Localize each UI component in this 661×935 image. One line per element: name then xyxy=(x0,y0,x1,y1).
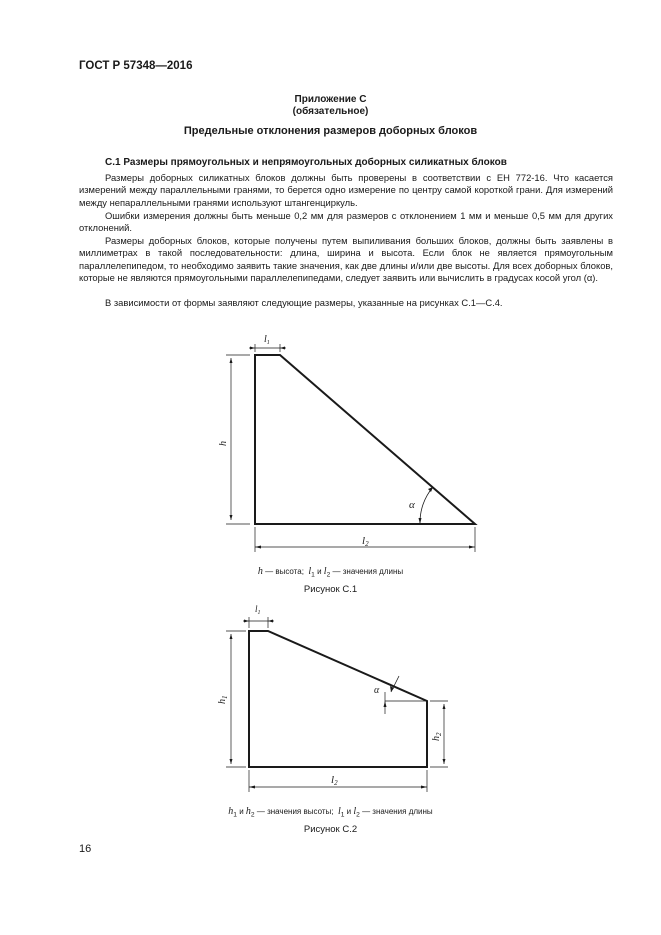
figure-c2-caption: Рисунок С.2 xyxy=(303,824,358,835)
fig1-label-l1: $l_1$ xyxy=(264,334,270,346)
figure-c1-legend: h — высота; $l_1$ и $l_2$ — значения длины xyxy=(257,566,404,579)
section-title: Предельные отклонения размеров доборных блоков xyxy=(183,125,478,137)
fig1-label-h: h xyxy=(218,441,229,446)
fig1-label-l2: l2 xyxy=(362,535,369,548)
fig2-label-alpha: α xyxy=(374,685,380,696)
figure-c1-caption: Рисунок С.1 xyxy=(303,584,358,595)
fig2-block-outline xyxy=(249,631,427,767)
paragraph-4: В зависимости от формы заявляют следующие размеры, указанные на рисунках С.1—С.4. xyxy=(105,297,503,308)
page-number: 16 xyxy=(79,843,92,855)
fig2-label-l2: l2 xyxy=(331,774,338,787)
paragraph-2: Ошибки измерения должны быть меньше 0,2 мм для размеров с отклонением 1 мм и меньше 0,5 мм для других отклонений. xyxy=(79,210,613,234)
fig2-label-l1: $l_1$ xyxy=(255,604,261,616)
standard-header: ГОСТ Р 57348—2016 xyxy=(79,60,193,72)
appendix-title: Приложение С xyxy=(294,94,367,105)
fig2-label-h1: $h_1$ xyxy=(217,695,229,704)
fig1-angle-arc xyxy=(420,487,433,524)
fig2-label-h2: $h_2$ xyxy=(431,732,443,741)
subsection-title: С.1 Размеры прямоугольных и непрямоугольных доборных силикатных блоков xyxy=(105,157,507,168)
figure-c2-legend: $h_1$ и $h_2$ — значения высоты; $l_1$ и $l_2$ — значения длины xyxy=(228,806,433,819)
appendix-status: (обязательное) xyxy=(292,106,369,117)
paragraph-1: Размеры доборных силикатных блоков должны быть проверены в соответствии с ЕН 772-16. Что касается измерений между параллельными гранями, то берется одно измерение по центру самой короткой грани. Для измерений между непараллельными гранями используют штангенциркуль. xyxy=(79,172,613,208)
paragraph-3: Размеры доборных блоков, которые получены путем выпиливания больших блоков, должны быть заявлены в миллиметрах в такой последовательности: длина, ширина и высота. Если блок не является прямоугольным параллелепипедом, то необходимо заявить такие значения, как две длины и/или две высоты. Для всех доборных блоков, которые не являются прямоугольными параллелепипедами, следует заявить или вычислить в градусах косой угол (α). xyxy=(79,235,613,284)
fig1-block-outline xyxy=(255,355,475,524)
fig1-label-alpha: α xyxy=(409,499,415,511)
